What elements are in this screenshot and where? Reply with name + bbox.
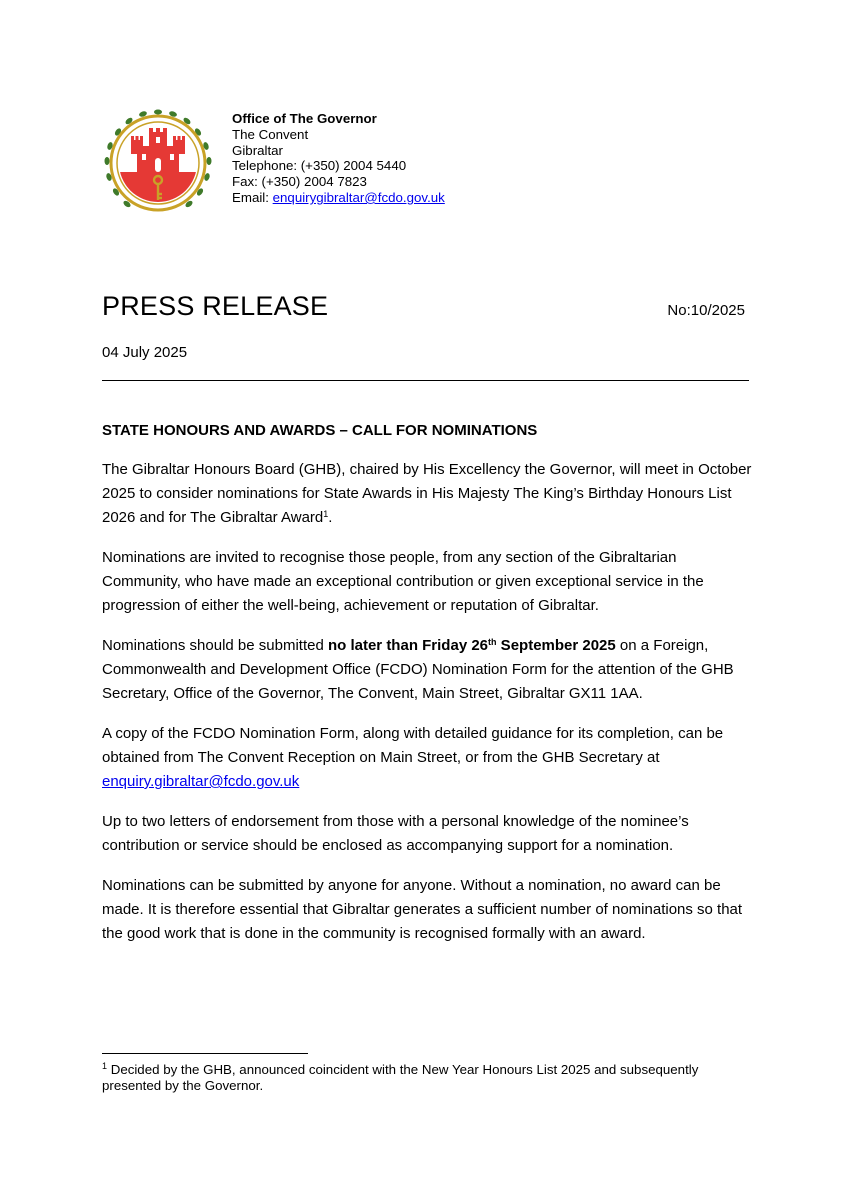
telephone-line: Telephone: (+350) 2004 5440 <box>232 158 407 174</box>
release-number: No:10/2025 <box>667 302 745 319</box>
email-line <box>232 190 445 206</box>
release-body <box>102 458 752 962</box>
paragraph-2: Nominations are invited to recognise those people, from any section of the Gibraltarian Community, who have made an exceptional contribution or given exceptional service in the progression of either the well-being, achievement or reputation of Gibraltar. <box>102 549 704 614</box>
gibraltar-seal-icon <box>101 106 215 222</box>
address-line: The Convent <box>232 126 309 142</box>
address-line: Gibraltar <box>232 142 283 158</box>
footnote-mark: 1 <box>102 1061 108 1071</box>
paragraph-4 <box>102 722 752 794</box>
paragraph-3 <box>102 634 752 706</box>
paragraph-3-end: on a Foreign, Commonwealth and Development Office (FCDO) Nomination Form for the attention of the GHB Secretary, Office of the Governor, The Convent, Main Street, Gibraltar GX11 1AA. <box>102 637 734 702</box>
deadline-ordinal: th <box>488 637 497 647</box>
footnote-text: Decided by the GHB, announced coincident with the New Year Honours List 2025 and subsequently presented by the Governor. <box>102 1062 699 1093</box>
header-email-link[interactable]: enquirygibraltar@fcdo.gov.uk <box>272 189 445 205</box>
footnote-reference: 1 <box>323 509 329 519</box>
deadline-text: no later than Friday 26 <box>327 637 489 654</box>
email-label: Email: <box>232 189 273 205</box>
paragraph-1-text: The Gibraltar Honours Board (GHB), chaired by His Excellency the Governor, will meet in October 2025 to consider nominations for State Awards in His Majesty The King’s Birthday Honours List 2026 and for The Gibraltar Award <box>102 461 752 526</box>
paragraph-3-start: Nominations should be submitted <box>102 637 328 654</box>
release-date: 04 July 2025 <box>102 344 188 361</box>
paragraph-4-text: A copy of the FCDO Nomination Form, along with detailed guidance for its completion, can be obtained from The Convent Reception on Main Street, or from the GHB Secretary at <box>102 725 724 766</box>
paragraph-1 <box>102 458 752 530</box>
sender-address-block <box>232 111 445 206</box>
paragraph-6: Nominations can be submitted by anyone for anyone. Without a nomination, no award can be made. It is therefore essential that Gibraltar generates a sufficient number of nominations so that the good work that is done in the community is recognised formally with an award. <box>102 877 743 942</box>
release-headline: STATE HONOURS AND AWARDS – CALL FOR NOMINATIONS <box>102 422 538 439</box>
deadline-month-year: September 2025 <box>496 637 616 654</box>
paragraph-5: Up to two letters of endorsement from those with a personal knowledge of the nominee’s contribution or service should be enclosed as accompanying support for a nomination. <box>102 813 689 854</box>
paragraph-1-end: . <box>328 509 333 526</box>
deadline-emphasis <box>328 637 616 654</box>
horizontal-divider <box>102 380 749 381</box>
press-release-title: PRESS RELEASE <box>102 291 329 321</box>
footnote <box>102 1062 752 1094</box>
office-name: Office of The Governor <box>232 111 377 126</box>
ghb-secretary-email-link[interactable]: enquiry.gibraltar@fcdo.gov.uk <box>102 773 300 790</box>
fax-line: Fax: (+350) 2004 7823 <box>232 174 367 190</box>
footnote-divider <box>102 1053 308 1054</box>
